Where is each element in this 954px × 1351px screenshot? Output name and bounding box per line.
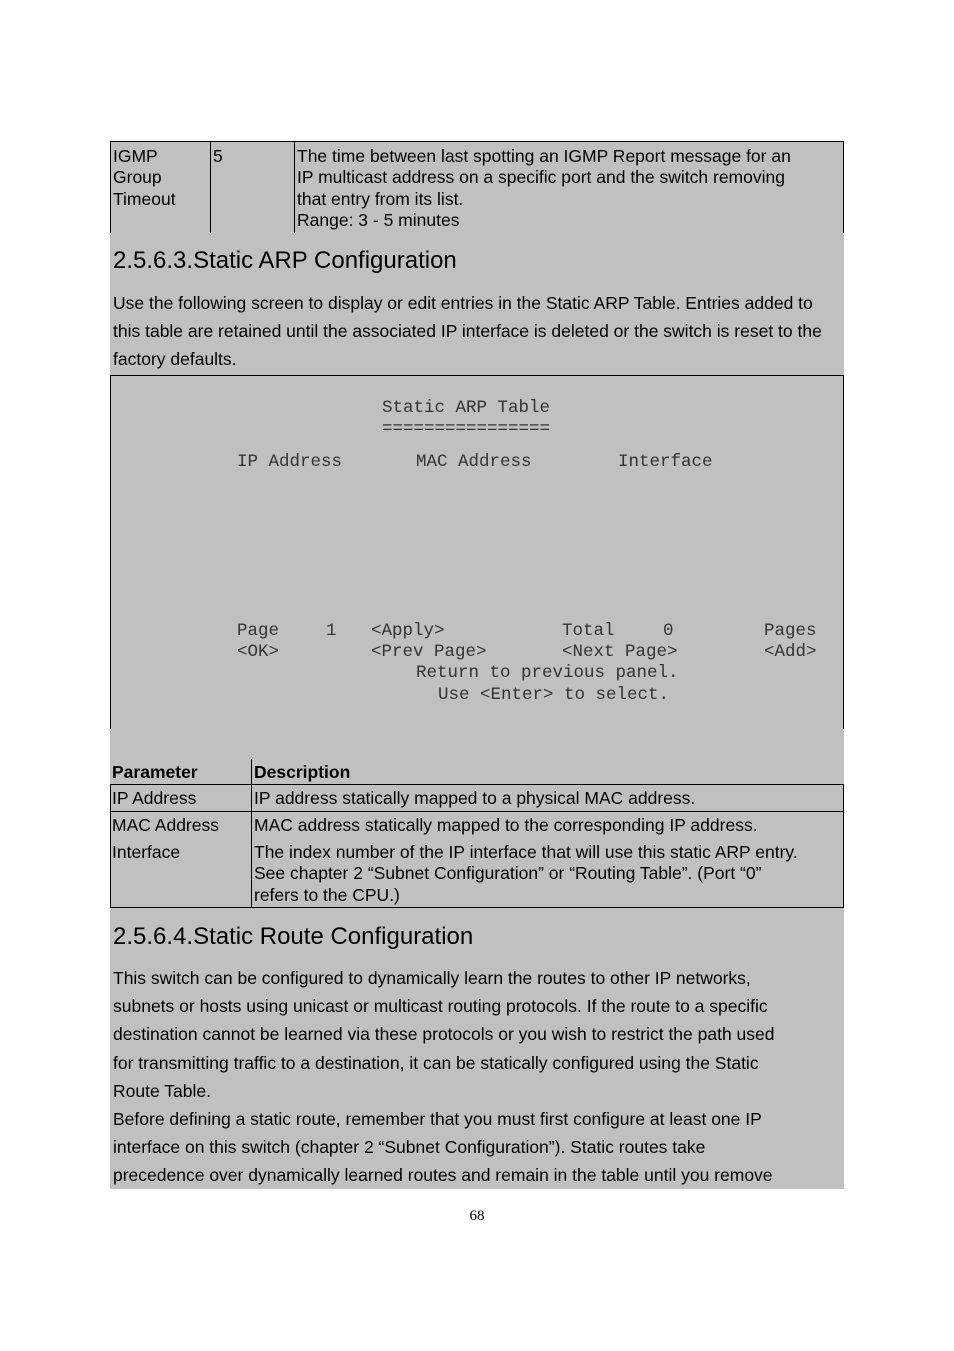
- param-word: Group: [113, 167, 162, 188]
- column-ip-address: IP Address: [237, 452, 343, 472]
- row-param: Interface: [112, 842, 181, 862]
- header-parameter: Parameter: [112, 762, 198, 782]
- parameter-table: [110, 759, 844, 908]
- para-line: Before defining a static route, remember that you must first configure at least one IP: [113, 1109, 762, 1130]
- desc-line: See chapter 2 “Subnet Configuration” or “Routing Table”. (Port “0”: [254, 863, 762, 884]
- column-mac-address: MAC Address: [416, 452, 532, 472]
- desc-line: IP multicast address on a specific port and the switch removing: [297, 167, 785, 188]
- section-heading: 2.5.6.4.Static Route Configuration: [113, 923, 474, 950]
- static-route-section: [110, 908, 844, 1189]
- desc-line: that entry from its list.: [297, 188, 464, 209]
- param-word: IGMP: [113, 146, 158, 166]
- total-label: Total: [562, 621, 615, 641]
- param-word: Timeout: [113, 188, 176, 209]
- ok-button[interactable]: <OK>: [237, 642, 280, 662]
- para-line: precedence over dynamically learned routes and remain in the table until you remove: [113, 1165, 773, 1186]
- value-cell: 5: [211, 142, 295, 233]
- static-arp-terminal: [110, 375, 844, 729]
- terminal-title: Static ARP Table: [382, 398, 551, 418]
- param-cell: [111, 142, 211, 233]
- page-number-field[interactable]: 1: [326, 621, 337, 641]
- column-interface: Interface: [618, 452, 713, 472]
- prev-page-button[interactable]: <Prev Page>: [371, 642, 487, 662]
- desc-line: Range: 3 - 5 minutes: [297, 209, 460, 230]
- row-param: IP Address: [112, 788, 197, 808]
- para-line: Route Table.: [113, 1080, 211, 1101]
- row-param: MAC Address: [112, 815, 219, 835]
- igmp-timeout-row: [110, 141, 844, 233]
- section-heading: 2.5.6.3.Static ARP Configuration: [113, 247, 457, 274]
- row-desc: MAC address statically mapped to the corresponding IP address.: [254, 815, 758, 835]
- para-line: subnets or hosts using unicast or multicast routing protocols. If the route to a specific: [113, 996, 768, 1017]
- desc-line: The time between last spotting an IGMP Report message for an: [297, 146, 791, 166]
- apply-button[interactable]: <Apply>: [371, 621, 445, 641]
- para-line: This switch can be configured to dynamically learn the routes to other IP networks,: [113, 968, 751, 988]
- para-line: interface on this switch (chapter 2 “Subnet Configuration”). Static routes take: [113, 1137, 706, 1158]
- enter-hint: Use <Enter> to select.: [438, 685, 670, 705]
- next-page-button[interactable]: <Next Page>: [562, 642, 678, 662]
- para-line: for transmitting traffic to a destination, it can be statically configured using the Static: [113, 1052, 759, 1073]
- description-cell: [295, 142, 843, 233]
- row-desc: IP address statically mapped to a physical MAC address.: [254, 788, 696, 808]
- spacer: [110, 729, 844, 759]
- terminal-title-underline: ================: [382, 419, 551, 439]
- row-desc: [254, 842, 840, 906]
- section-paragraph: Use the following screen to display or edit entries in the Static ARP Table. Entries added to this table are retained until the associated IP interface is deleted or the switch is reset to the factory defaults.: [113, 293, 822, 370]
- page-number: 68: [469, 1208, 485, 1224]
- page-label: Page: [237, 621, 280, 641]
- section-paragraph: [113, 964, 840, 1190]
- para-line: destination cannot be learned via these protocols or you wish to restrict the path used: [113, 1024, 775, 1045]
- add-button[interactable]: <Add>: [764, 642, 817, 662]
- total-value: 0: [663, 621, 674, 641]
- header-description: Description: [254, 762, 351, 782]
- desc-line: refers to the CPU.): [254, 884, 400, 905]
- static-arp-section: [110, 233, 844, 375]
- desc-line: The index number of the IP interface that will use this static ARP entry.: [254, 842, 798, 862]
- pages-label: Pages: [764, 621, 817, 641]
- return-hint: Return to previous panel.: [416, 663, 679, 683]
